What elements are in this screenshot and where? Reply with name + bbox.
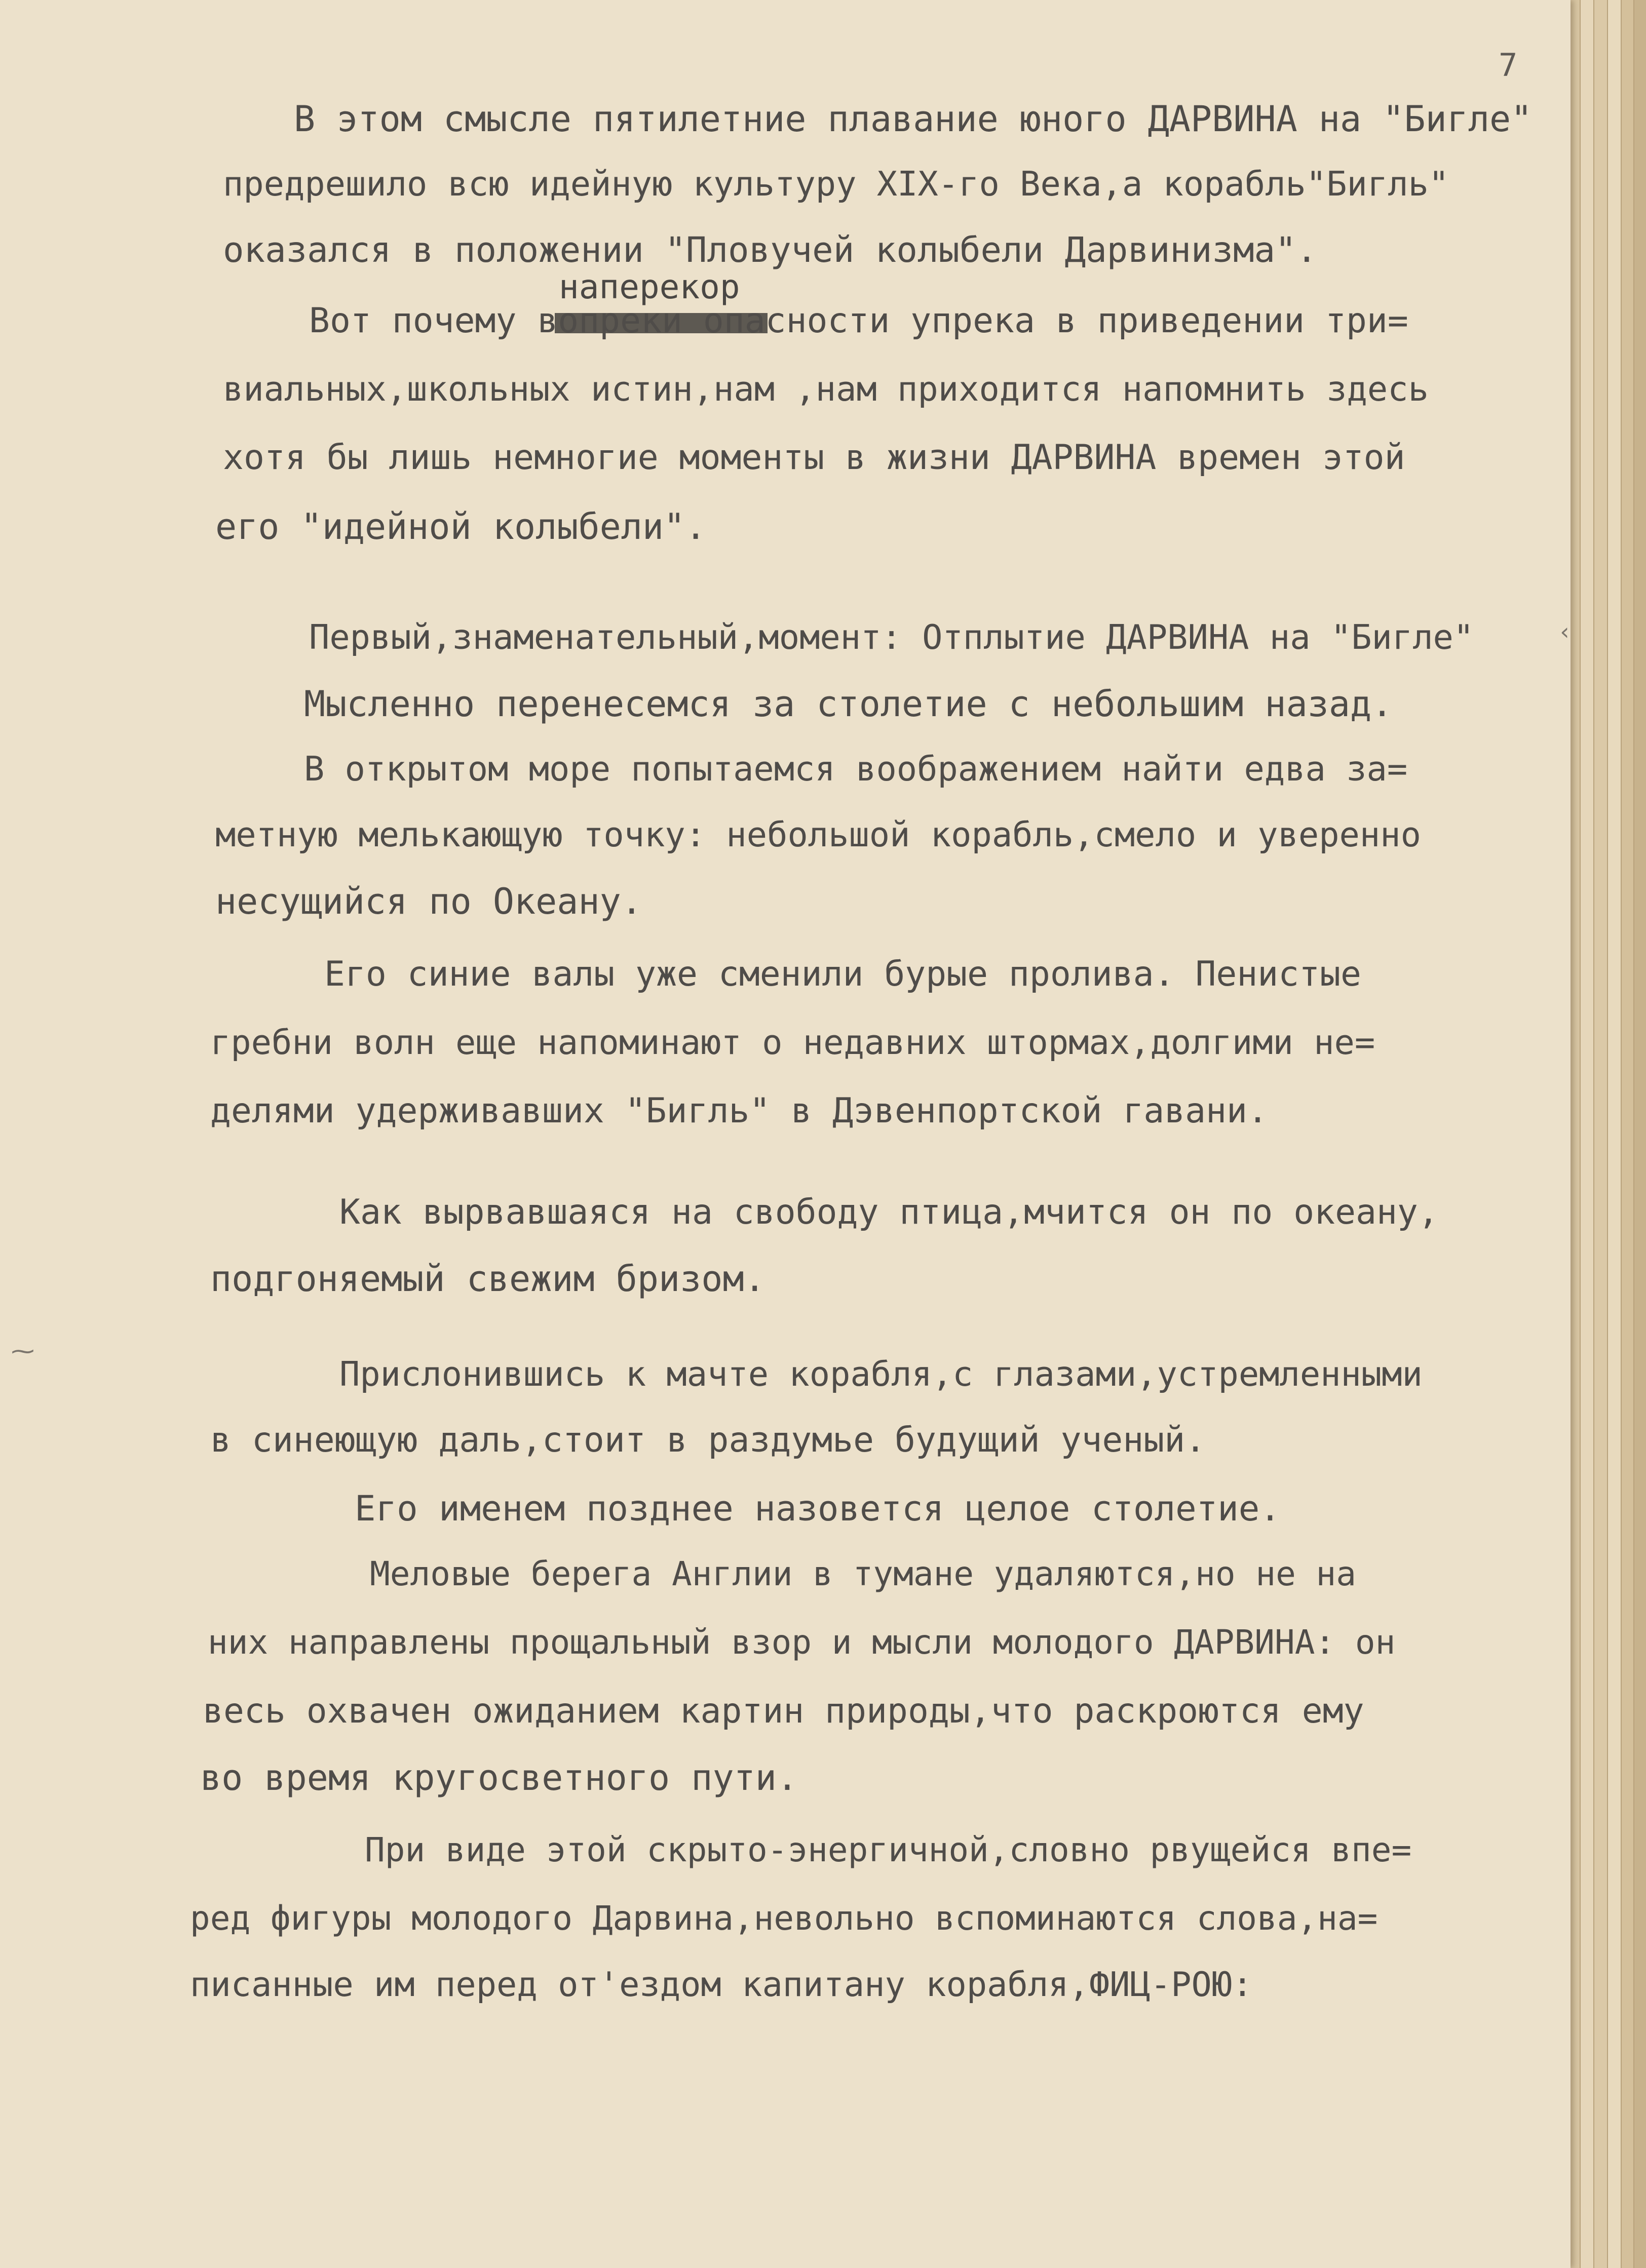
text-line: несущийся по Океану. — [215, 881, 642, 922]
text-line: во время кругосветного пути. — [200, 1757, 798, 1798]
text-line: Меловые берега Англии в тумане удаляются,но не на — [370, 1554, 1357, 1593]
margin-mark: ‹ — [1558, 618, 1572, 645]
text-line: Его именем позднее назовется целое столетие. — [355, 1489, 1281, 1529]
text-line: В открытом море попытаемся воображением найти едва за= — [304, 749, 1408, 789]
text-line: Первый,знаменательный,момент: Отплытие ДАРВИНА на "Бигле" — [309, 617, 1474, 657]
page-number: 7 — [1499, 47, 1518, 84]
text-line: гребни волн еще напоминают о недавних штормах,долгими не= — [210, 1023, 1375, 1062]
text-line: виальных,школьных истин,нам ,нам приходится напомнить здесь — [223, 369, 1429, 409]
text-line: в синеющую даль,стоит в раздумье будущий ученый. — [210, 1420, 1206, 1460]
text-line: Как вырвавшаяся на свободу птица,мчится он по океану, — [339, 1192, 1439, 1232]
text-line: подгоняемый свежим бризом. — [210, 1258, 765, 1300]
text-line: делями удерживавших "Бигль" в Дэвенпортской гавани. — [210, 1091, 1268, 1131]
text-line: Прислонившись к мачте корабля,с глазами,устремленными — [339, 1354, 1423, 1394]
text-line: В этом смысле пятилетние плавание юного ДАРВИНА на "Бигле" — [294, 98, 1533, 140]
text-line: ред фигуры молодого Дарвина,невольно вспоминаются слова,на= — [190, 1899, 1378, 1938]
text-line: оказался в положении "Пловучей колыбели Дарвинизма". — [223, 230, 1318, 270]
text-line: предрешило всю идейную культуру XIX-го Века,а корабль"Бигль" — [223, 164, 1449, 204]
text-line: метную мелькающую точку: небольшой корабль,смело и уверенно — [215, 815, 1421, 854]
handwritten-insertion: наперекор — [559, 267, 740, 306]
text-line: Вот почему вопреки опасности упрека в приведении три= — [309, 301, 1408, 341]
margin-mark: ⁓ — [11, 1337, 34, 1364]
text-line: них направлены прощальный взор и мысли молодого ДАРВИНА: он — [208, 1623, 1396, 1662]
text-line: При виде этой скрыто-энергичной,словно рвущейся впе= — [365, 1830, 1412, 1869]
text-line: Мысленно перенесемся за столетие с небольшим назад. — [304, 683, 1393, 725]
text-line: писанные им перед от'ездом капитану корабля,ФИЦ-РОЮ: — [190, 1965, 1253, 2004]
text-line: его "идейной колыбели". — [215, 506, 707, 548]
text-line: хотя бы лишь немногие моменты в жизни ДАРВИНА времен этой — [223, 438, 1405, 478]
text-line: весь охвачен ожиданием картин природы,что раскроются ему — [203, 1691, 1364, 1731]
text-line: Его синие валы уже сменили бурые пролива. Пенистые — [324, 954, 1361, 994]
stacked-page-edge — [1633, 0, 1646, 2268]
